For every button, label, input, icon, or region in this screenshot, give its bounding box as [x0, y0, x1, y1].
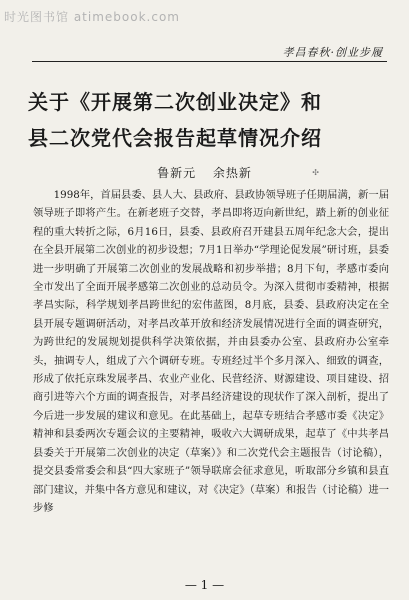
- title-line-1: 关于《开展第二次创业决定》和: [28, 90, 322, 114]
- ink-mark: ✣: [312, 168, 319, 177]
- title-line-2: 县二次党代会报告起草情况介绍: [28, 126, 322, 150]
- paragraph: 1998年，首届县委、县人大、县政府、县政协领导班子任期届满，新一届领导班子即将产生。在新老班子交替，孝昌即将迈向新世纪，踏上新的创业征程的重大转折之际，6月16日，县委、县政府召开建县五周年纪念大会，提出在全县开展第二次创业的初步设想；7月1日举办“学理论促发展”研讨班，县委进一步明确了开展第二次创业的发展战略和初步举措；8月下旬，孝感市委向全市发出了全面开展孝感第二次创业的总动员令。为深入贯彻市委精神，根据孝昌实际，科学规划孝昌跨世纪的宏伟蓝图，8月底，县委、县政府决定在全县开展专题调研活动，对孝昌改革开放和经济发展情况进行全面的调查研究，为跨世纪的发展规划提供科学决策依据，并由县委办公室、县政府办公室牵头，抽调专人，组成了六个调研专班。专班经过半个多月深入、细致的调查，形成了依托京珠发展孝昌、农业产业化、民营经济、财源建设、项目建设、招商引进等六个方面的调查报告，对孝昌经济建设的现状作了深入剖析，提出了今后进一步发展的建议和意见。在此基础上，起草专班结合孝感市委《决定》精神和县委两次专题会议的主要精神，吸收六大调研成果，起草了《中共孝昌县委关于开展第二次创业的决定（草案）》和二次党代会主题报告（讨论稿），提交县委常委会和县“四大家班子”领导联席会征求意见，听取部分乡镇和县直部门建议，并集中各方意见和建议，对《决定》（草案）和报告（讨论稿）进一步修: [33, 189, 389, 514]
- site-watermark: 时光图书馆 atimebook.com: [4, 10, 180, 24]
- running-header: 孝昌春秋·创业步履: [282, 46, 383, 59]
- article-body: [33, 186, 389, 517]
- author-line: [0, 164, 409, 181]
- page-number: — 1 —: [184, 578, 225, 592]
- author-1: 鲁新元: [157, 166, 197, 180]
- header-rule: [32, 61, 387, 62]
- author-2: 余热新: [212, 166, 252, 180]
